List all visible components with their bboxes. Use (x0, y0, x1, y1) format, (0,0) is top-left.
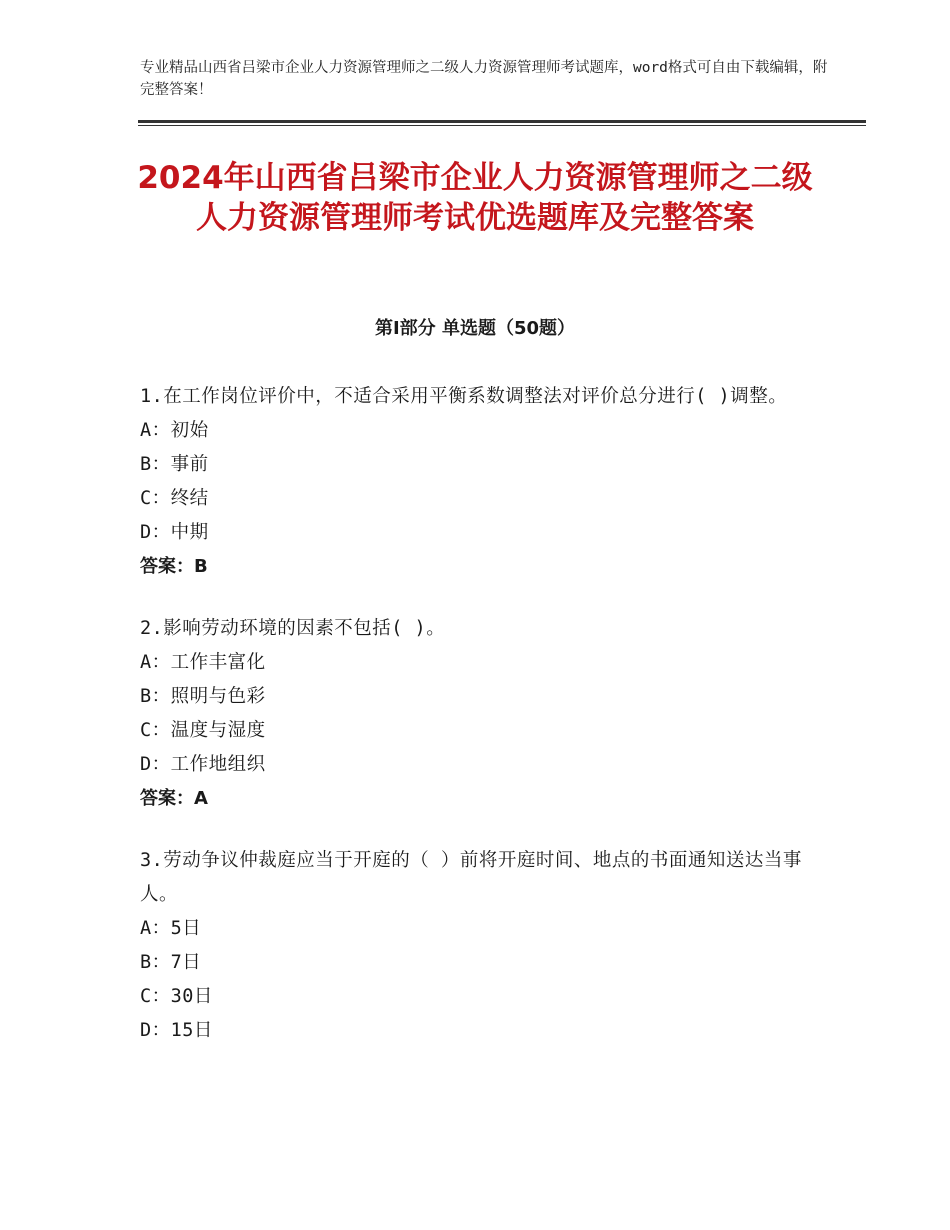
question-stem: 3.劳动争议仲裁庭应当于开庭的（ ）前将开庭时间、地点的书面通知送达当事人。 (140, 850, 802, 905)
question-stem: 2.影响劳动环境的因素不包括( )。 (140, 618, 446, 639)
option-c: C：温度与湿度 (140, 720, 266, 741)
option-c: C：30日 (140, 986, 213, 1007)
option-d: D：工作地组织 (140, 754, 266, 775)
question-stem: 1.在工作岗位评价中，不适合采用平衡系数调整法对评价总分进行( )调整。 (140, 386, 788, 407)
header-divider-thin (138, 125, 866, 126)
option-d: D：中期 (140, 522, 209, 543)
header-note: 专业精品山西省吕梁市企业人力资源管理师之二级人力资源管理师考试题库，word格式可自由下载编辑，附完整答案！ (140, 60, 828, 98)
option-b: B：事前 (140, 454, 209, 475)
option-a: A：5日 (140, 918, 202, 939)
question-3 (140, 844, 830, 1048)
header-divider-thick (138, 120, 866, 123)
option-d: D：15日 (140, 1020, 213, 1041)
option-b: B：照明与色彩 (140, 686, 266, 707)
document-title: 2024年山西省吕梁市企业人力资源管理师之二级人力资源管理师考试优选题库及完整答案 (137, 160, 813, 236)
answer: 答案：B (140, 556, 208, 577)
question-list (140, 380, 830, 1076)
question-1 (140, 380, 830, 584)
option-a: A：工作丰富化 (140, 652, 266, 673)
option-c: C：终结 (140, 488, 209, 509)
option-b: B：7日 (140, 952, 202, 973)
question-2 (140, 612, 830, 816)
answer: 答案：A (140, 788, 208, 809)
option-a: A：初始 (140, 420, 209, 441)
section-title: 第Ⅰ部分 单选题（50题） (374, 318, 575, 339)
